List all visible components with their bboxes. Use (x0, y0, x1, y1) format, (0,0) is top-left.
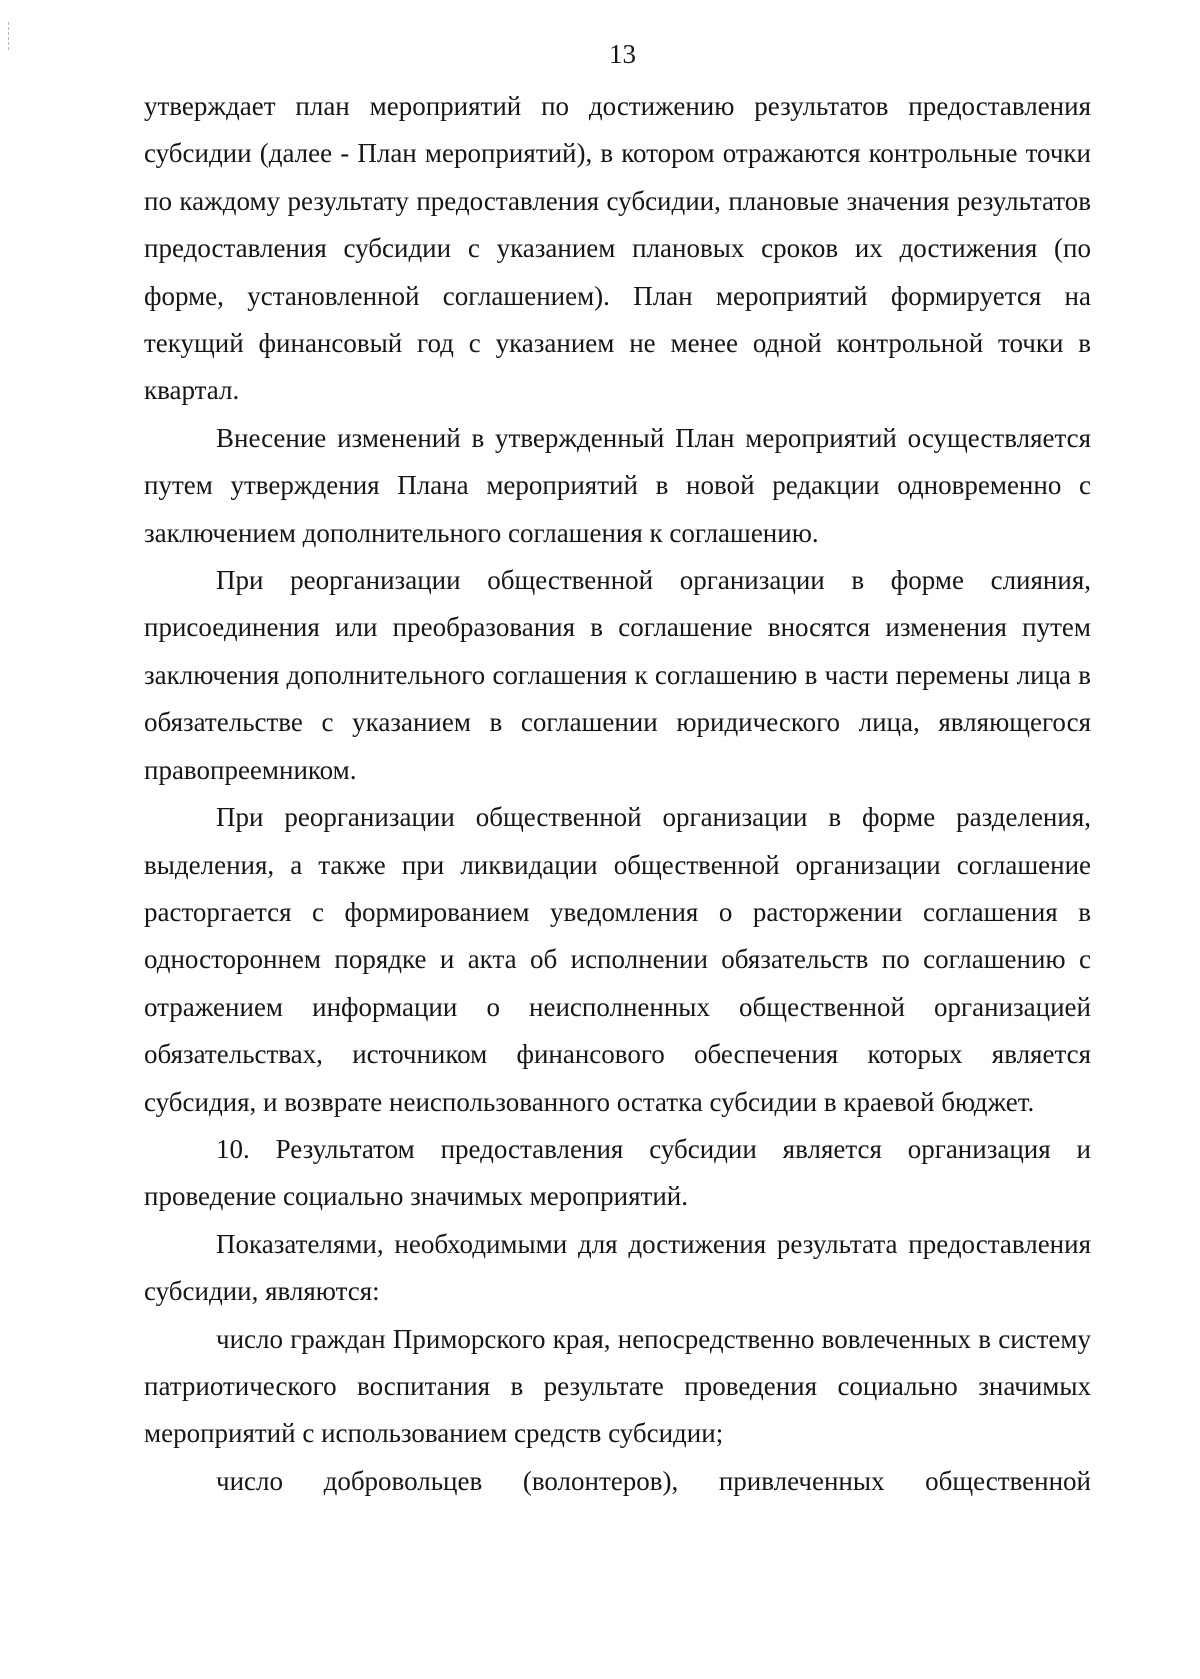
paragraph-indicators-intro: Показателями, необходимыми для достижения результата предоставления субсидии, являются: (144, 1228, 1091, 1307)
paragraph-indicator-citizens: число граждан Приморского края, непосредственно вовлеченных в систему патриотического воспитания в результате проведения социально значимых мероприятий с использованием средств субсидии; (144, 1323, 1091, 1449)
paragraph-plan-amendments: Внесение изменений в утвержденный План мероприятий осуществляется путем утверждения Плана мероприятий в новой редакции одновременно с заключением дополнительного соглашения к соглашению. (144, 422, 1091, 548)
paragraph-reorganization-merger: При реорганизации общественной организации в форме слияния, присоединения или преобразования в соглашение вносятся изменения путем заключения дополнительного соглашения к соглашению в части перемены лица в обязательстве с указанием в соглашении юридического лица, являющегося правопреемником. (144, 565, 1091, 785)
paragraph-plan-continuation: утверждает план мероприятий по достижению результатов предоставления субсидии (далее - План мероприятий), в котором отражаются контрольные точки по каждому результату предоставления субсидии, плановые значения результатов предоставления субсидии с указанием плановых сроков их достижения (по форме, установленной соглашением). План мероприятий формируется на текущий финансовый год с указанием не менее одной контрольной точки в квартал. (144, 91, 1091, 406)
paragraph-item-10-result: 10. Результатом предоставления субсидии является организация и проведение социально значимых мероприятий. (144, 1133, 1091, 1212)
paragraph-indicator-volunteers: число добровольцев (волонтеров), привлеченных общественной (216, 1465, 1091, 1496)
page-number: 13 (609, 39, 636, 69)
paragraph-reorganization-division: При реорганизации общественной организации в форме разделения, выделения, а также при ликвидации общественной организации соглашение расторгается с формированием уведомления о расторжении соглашения в одностороннем порядке и акта об исполнении обязательств по соглашению с отражением информации о неисполненных общественной организацией обязательствах, источником финансового обеспечения которых является субсидия, и возврате неиспользованного остатка субсидии в краевой бюджет. (144, 802, 1091, 1117)
document-body (144, 83, 1091, 1505)
